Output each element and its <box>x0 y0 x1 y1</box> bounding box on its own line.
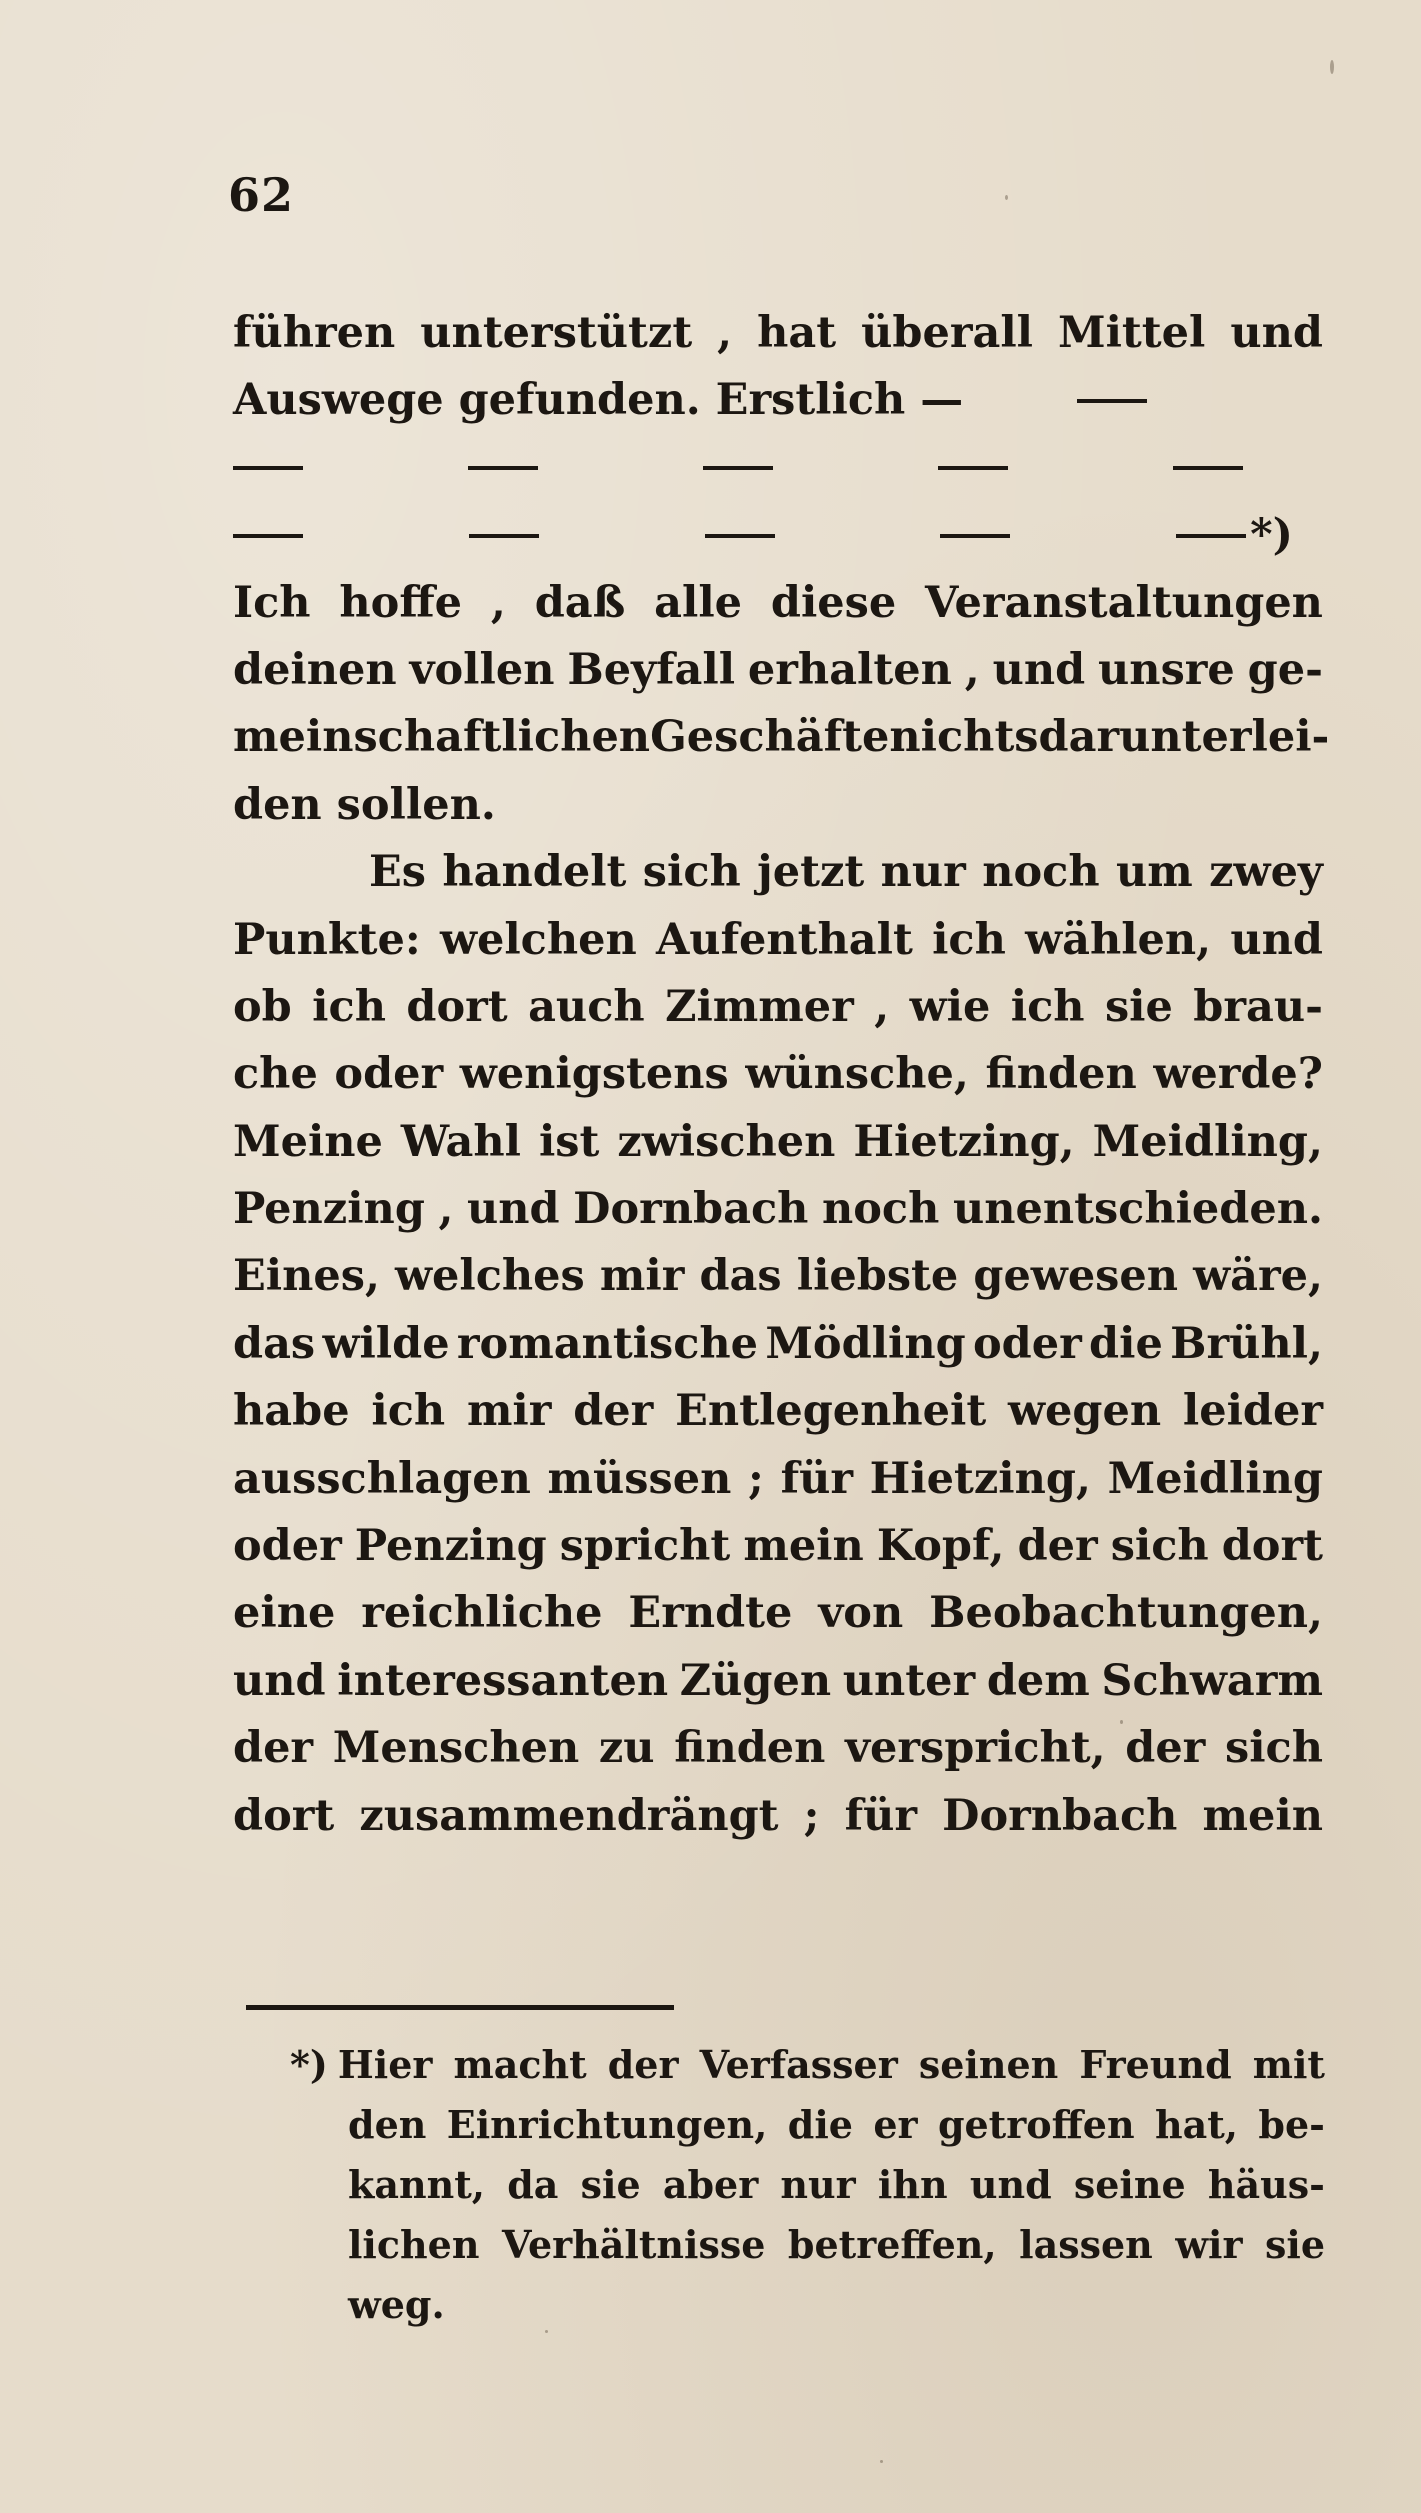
paper-speck <box>1330 60 1334 74</box>
word: sich <box>1224 1723 1323 1774</box>
page-number: 62 <box>228 168 295 222</box>
text-line <box>233 1783 1323 1850</box>
omission-dash <box>469 534 539 538</box>
word: Wahl <box>400 1116 521 1167</box>
text-line <box>233 1648 1323 1715</box>
word: führen <box>233 308 396 358</box>
word: seinen <box>918 2042 1059 2087</box>
omission-dash-row <box>233 435 1243 502</box>
word: unsre <box>1098 644 1235 695</box>
word: oder <box>334 1049 444 1100</box>
word: ihn <box>877 2162 948 2207</box>
word: interessanten <box>337 1655 669 1706</box>
word: wir <box>1175 2222 1243 2267</box>
word: getroffen <box>937 2102 1135 2147</box>
text-line <box>233 1580 1323 1647</box>
word: eine <box>233 1588 336 1639</box>
word: meinschaftlichen <box>233 712 651 763</box>
word: zu <box>598 1723 655 1774</box>
word: deinen <box>233 644 397 695</box>
word: , <box>874 981 890 1032</box>
word: Hietzing, <box>869 1453 1091 1504</box>
word: gewesen <box>973 1251 1179 1302</box>
word: mein <box>743 1521 864 1572</box>
omission-dash <box>940 534 1010 538</box>
word: von <box>818 1588 904 1639</box>
word: der <box>573 1386 654 1437</box>
text-line <box>233 1243 1323 1310</box>
word: liebste <box>796 1251 959 1302</box>
word: Penzing <box>354 1521 547 1572</box>
word: Veranstaltungen <box>925 577 1323 628</box>
word: dort <box>406 981 508 1032</box>
word: Meine <box>233 1116 383 1167</box>
word: der <box>1125 1723 1206 1774</box>
word: und <box>467 1184 560 1235</box>
word: , <box>964 644 980 695</box>
word: daß <box>534 577 626 628</box>
word: ich <box>932 914 1006 965</box>
omission-dash <box>1176 534 1246 538</box>
word: Es <box>369 847 426 898</box>
word: Punkte: <box>233 914 421 965</box>
word: lassen <box>1019 2222 1153 2267</box>
word: , <box>717 308 733 358</box>
word: Brühl, <box>1170 1318 1323 1369</box>
text-line <box>233 1109 1323 1176</box>
word: Hietzing, <box>853 1116 1075 1167</box>
word: Eines, <box>233 1251 380 1302</box>
word: für <box>844 1790 918 1841</box>
word: unterstützt <box>420 308 693 358</box>
omission-dash <box>233 466 303 470</box>
word: sie <box>580 2162 641 2207</box>
word: Dornbach <box>942 1790 1178 1841</box>
word: ausschlagen <box>233 1453 531 1504</box>
text-line <box>233 1311 1323 1378</box>
text-line <box>233 1513 1323 1580</box>
word: um <box>1115 847 1193 898</box>
word: reichliche <box>361 1588 603 1639</box>
word: leider <box>1182 1386 1323 1437</box>
word: lichen <box>348 2222 480 2267</box>
omission-dash <box>1077 399 1147 403</box>
word: finden <box>674 1723 826 1774</box>
word: ich <box>1010 981 1085 1032</box>
word: Geschäfte <box>650 712 890 763</box>
word: Freund <box>1079 2042 1232 2087</box>
word: vollen <box>409 644 555 695</box>
text-line <box>233 300 1323 367</box>
word: für <box>780 1453 853 1504</box>
word: häus- <box>1207 2162 1325 2207</box>
footnote-line <box>290 2215 1325 2275</box>
word: Mittel <box>1057 308 1206 358</box>
text-line <box>233 1378 1323 1445</box>
footnote <box>290 2035 1325 2335</box>
word: Beyfall <box>567 644 736 695</box>
word: ob <box>233 981 292 1032</box>
word: oder <box>972 1318 1082 1369</box>
word: spricht <box>559 1521 731 1572</box>
text-line <box>233 1176 1323 1243</box>
word: ich <box>312 981 386 1032</box>
word: da <box>507 2162 559 2207</box>
word: dort <box>1221 1521 1323 1572</box>
word: , <box>438 1184 454 1235</box>
word: Meidling, <box>1092 1116 1323 1167</box>
word: erhalten <box>747 644 952 695</box>
footnote-rule <box>246 2005 674 2010</box>
word: welchen <box>439 914 637 965</box>
word: che <box>233 1049 318 1100</box>
word: und <box>969 2162 1052 2207</box>
text-line <box>233 974 1323 1041</box>
footnote-line-text <box>338 2035 1325 2095</box>
word: wählen, <box>1025 914 1212 965</box>
word: Ich <box>233 577 311 628</box>
word: unentschieden. <box>952 1184 1323 1235</box>
word: Erndte <box>628 1588 793 1639</box>
word: und <box>1230 308 1323 358</box>
word: nichts <box>889 712 1039 763</box>
word: Zügen <box>679 1655 832 1706</box>
word: zwischen <box>617 1116 836 1167</box>
word: der <box>1017 1521 1098 1572</box>
word: seine <box>1073 2162 1186 2207</box>
dash-with-note-mark <box>1176 502 1293 569</box>
word: welches <box>395 1251 585 1302</box>
word: nur <box>880 847 966 898</box>
word: mein <box>1202 1790 1323 1841</box>
word: sie <box>1104 981 1173 1032</box>
omission-dash <box>703 466 773 470</box>
word: , <box>490 577 506 628</box>
paper-speck <box>880 2460 883 2463</box>
word: werde? <box>1153 1049 1323 1100</box>
word: Zimmer <box>665 981 854 1032</box>
omission-dash <box>938 466 1008 470</box>
footnote-line: weg. <box>348 2282 445 2327</box>
word: Dornbach <box>573 1184 809 1235</box>
word: kannt, <box>348 2162 485 2207</box>
word: ; <box>748 1453 764 1504</box>
word: mit <box>1252 2042 1325 2087</box>
word: hat <box>757 308 837 358</box>
text-line <box>233 907 1323 974</box>
word: Verhältnisse <box>501 2222 766 2267</box>
word: handelt <box>442 847 627 898</box>
word: wegen <box>1008 1386 1162 1437</box>
word: sich <box>1110 1521 1209 1572</box>
word: er <box>873 2102 918 2147</box>
word: wilde <box>322 1318 450 1369</box>
text-line <box>233 1446 1323 1513</box>
word: noch <box>982 847 1100 898</box>
word: ; <box>803 1790 820 1841</box>
word: die <box>787 2102 853 2147</box>
omission-dash <box>1173 466 1243 470</box>
footnote-mark: *) <box>1250 510 1293 561</box>
word: sich <box>642 847 741 898</box>
word: wünsche, <box>745 1049 969 1100</box>
footnote-line <box>290 2095 1325 2155</box>
word: mir <box>599 1251 685 1302</box>
word: Verfasser <box>699 2042 898 2087</box>
text-line <box>233 704 1330 771</box>
word: und <box>992 644 1086 695</box>
word: ge- <box>1247 644 1323 695</box>
word: Aufenthalt <box>655 914 913 965</box>
word: unter <box>842 1655 976 1706</box>
paper-speck <box>1120 1720 1123 1724</box>
word: sie <box>1264 2222 1325 2267</box>
text-line <box>233 1715 1323 1782</box>
main-text <box>233 300 1330 1850</box>
omission-dash <box>705 534 775 538</box>
word: überall <box>861 308 1033 358</box>
word: alle <box>654 577 743 628</box>
word: habe <box>233 1386 350 1437</box>
word: Mödling <box>765 1318 966 1369</box>
word: Einrichtungen, <box>446 2102 768 2147</box>
word: hoffe <box>339 577 463 628</box>
word: Beobachtungen, <box>929 1588 1323 1639</box>
word: ich <box>371 1386 446 1437</box>
word: noch <box>821 1184 940 1235</box>
paper-speck <box>1005 195 1008 200</box>
word: finden <box>985 1049 1137 1100</box>
word: brau- <box>1193 981 1323 1032</box>
omission-dash-row <box>233 502 1293 569</box>
word: verspricht, <box>845 1723 1106 1774</box>
word: den <box>348 2102 427 2147</box>
word: der <box>607 2042 679 2087</box>
word: das <box>233 1318 316 1369</box>
word: romantische <box>456 1318 759 1369</box>
omission-dash <box>468 466 538 470</box>
word: Hier <box>337 2042 433 2087</box>
word: diese <box>770 577 897 628</box>
word: die <box>1089 1318 1163 1369</box>
word: der <box>233 1723 314 1774</box>
word: Kopf, <box>876 1521 1005 1572</box>
text-line <box>233 839 1323 906</box>
word: Schwarm <box>1101 1655 1323 1706</box>
word: wenigstens <box>459 1049 729 1100</box>
word: betreffen, <box>787 2222 997 2267</box>
word: dort <box>233 1790 335 1841</box>
word: Entlegenheit <box>675 1386 987 1437</box>
text-line <box>233 637 1323 704</box>
word: wäre, <box>1193 1251 1323 1302</box>
word: hat, <box>1154 2102 1239 2147</box>
word: dem <box>986 1655 1090 1706</box>
word: wie <box>909 981 991 1032</box>
footnote-line <box>290 2035 1325 2095</box>
word: auch <box>528 981 645 1032</box>
text-line: den sollen. <box>233 779 496 830</box>
word: und <box>1230 914 1323 965</box>
word: be- <box>1258 2102 1325 2147</box>
word: ist <box>538 1116 600 1167</box>
word: und <box>233 1655 326 1706</box>
text-line <box>233 1041 1323 1108</box>
text-line <box>233 367 1323 434</box>
word: jetzt <box>757 847 865 898</box>
word: mir <box>466 1386 552 1437</box>
word: macht <box>453 2042 587 2087</box>
word: Meidling <box>1107 1453 1323 1504</box>
word: oder <box>233 1521 342 1572</box>
word: zwey <box>1209 847 1323 898</box>
text-line <box>233 570 1323 637</box>
word: aber <box>662 2162 759 2207</box>
word: das <box>699 1251 782 1302</box>
word: Menschen <box>332 1723 580 1774</box>
word: darunter <box>1038 712 1252 763</box>
paper-speck <box>545 2330 548 2333</box>
word: lei- <box>1251 712 1330 763</box>
text-line-content: Auswege gefunden. Erstlich — <box>233 375 964 426</box>
word: nur <box>780 2162 856 2207</box>
word: müssen <box>547 1453 732 1504</box>
word: zusammendrängt <box>359 1790 779 1841</box>
footnote-mark: *) <box>290 2042 328 2087</box>
word: Penzing <box>233 1184 425 1235</box>
omission-dash <box>233 534 303 538</box>
footnote-line <box>290 2155 1325 2215</box>
